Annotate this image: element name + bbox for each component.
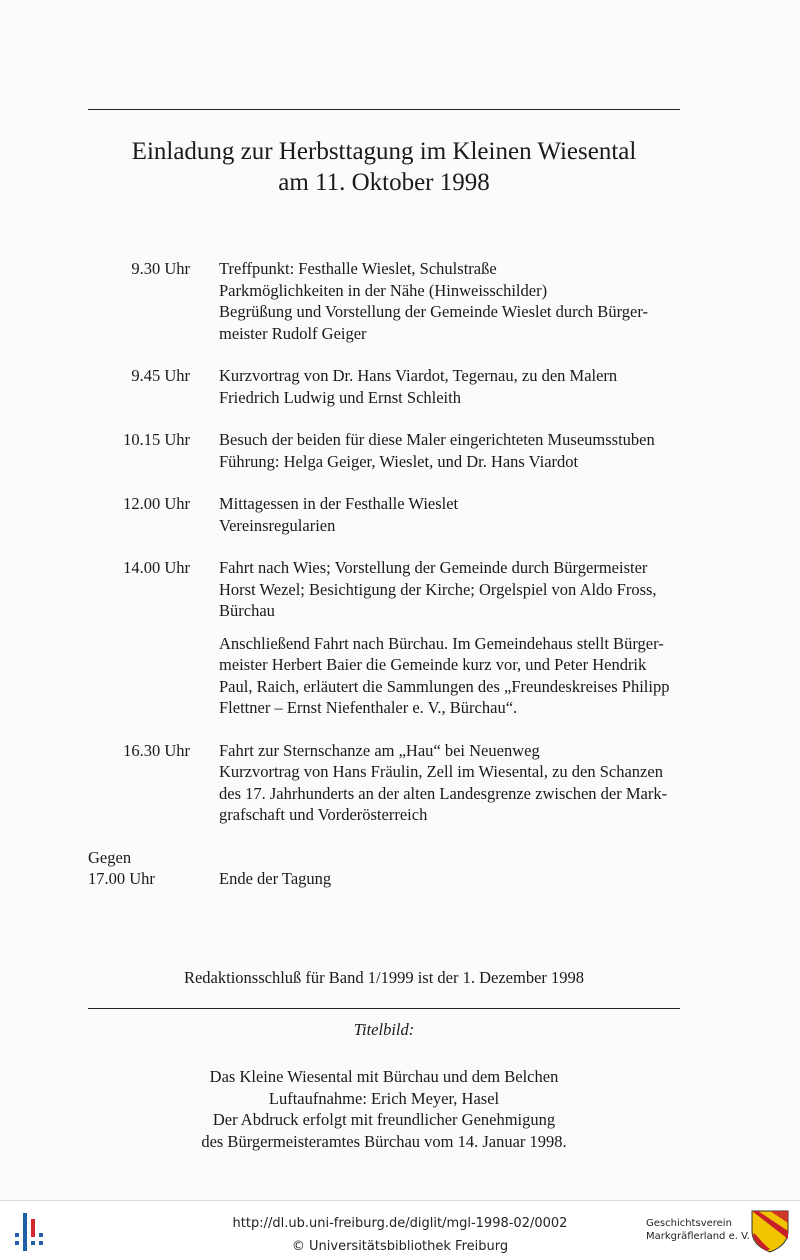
schedule-line: Horst Wezel; Besichtigung der Kirche; Orgelspiel von Aldo Fross, (219, 579, 657, 599)
schedule-entry (88, 365, 680, 408)
caption-line: Das Kleine Wiesental mit Bürchau und dem Belchen (209, 1067, 559, 1086)
schedule-description (190, 493, 680, 536)
schedule-time: 9.30 Uhr (131, 259, 190, 278)
schedule-line: Paul, Raich, erläutert die Sammlungen des „Freundeskreises Philipp (219, 676, 670, 696)
schedule-description (190, 429, 680, 472)
schedule-line: Treffpunkt: Festhalle Wieslet, Schulstraße (219, 259, 497, 278)
page-title (88, 136, 680, 198)
schedule-line: grafschaft und Vorderösterreich (219, 805, 428, 824)
end-time: 17.00 Uhr (88, 869, 155, 888)
schedule-description-end (190, 847, 680, 890)
schedule-line: Führung: Helga Geiger, Wieslet, und Dr. Hans Viardot (219, 451, 579, 471)
schedule-time: 14.00 Uhr (123, 558, 190, 577)
schedule-line: Kurzvortrag von Hans Fräulin, Zell im Wiesental, zu den Schanzen (219, 762, 663, 781)
schedule-line: Kurzvortrag von Dr. Hans Viardot, Tegernau, zu den Malern (219, 366, 618, 385)
schedule-time: 12.00 Uhr (123, 494, 190, 513)
schedule-line: meister Herbert Baier die Gemeinde kurz vor, und Peter Hendrik (219, 655, 647, 674)
schedule-line: Flettner – Ernst Niefenthaler e. V., Bürchau“. (219, 698, 518, 717)
society-name-line-2: Markgräflerland e. V. (646, 1231, 750, 1242)
schedule-line: des 17. Jahrhunderts an der alten Landesgrenze zwischen der Mark- (219, 783, 668, 803)
schedule-paragraph (219, 633, 680, 719)
schedule-line: Mittagessen in der Festhalle Wieslet (219, 494, 459, 513)
schedule-line: Friedrich Ludwig und Ernst Schleith (219, 387, 461, 407)
footer-copyright: © Universitätsbibliothek Freiburg (291, 1239, 509, 1254)
schedule-entry (88, 429, 680, 472)
schedule-line: Begrüßung und Vorstellung der Gemeinde Wieslet durch Bürger- (219, 302, 648, 321)
schedule-paragraph (219, 429, 680, 472)
schedule-paragraph (219, 365, 680, 408)
schedule-line: Besuch der beiden für diese Maler eingerichteten Museumsstuben (219, 430, 655, 449)
schedule-entry (88, 493, 680, 536)
schedule-description (190, 365, 680, 408)
schedule-list (88, 258, 680, 911)
schedule-paragraph (219, 258, 680, 344)
schedule-paragraph (219, 557, 680, 622)
top-rule (88, 109, 680, 110)
title-line-1: Einladung zur Herbsttagung im Kleinen Wiesental (131, 138, 637, 165)
schedule-line: Parkmöglichkeiten in der Nähe (Hinweisschilder) (219, 280, 548, 300)
schedule-time: 16.30 Uhr (123, 740, 190, 760)
caption-line: Der Abdruck erfolgt mit freundlicher Genehmigung (212, 1110, 556, 1129)
schedule-line: Vereinsregularien (219, 515, 336, 535)
schedule-paragraph (219, 740, 680, 826)
society-name[interactable] (646, 1217, 750, 1243)
coat-of-arms-icon[interactable] (750, 1209, 790, 1253)
deadline-notice: Redaktionsschluß für Band 1/1999 ist der 1. Dezember 1998 (183, 968, 585, 987)
schedule-description (190, 740, 680, 826)
schedule-entry (88, 557, 680, 719)
caption-line: des Bürgermeisteramtes Bürchau vom 14. Januar 1998. (201, 1131, 567, 1151)
title-line-2: am 11. Oktober 1998 (278, 169, 490, 196)
caption-line: Luftaufnahme: Erich Meyer, Hasel (268, 1088, 500, 1108)
footer-bar (0, 1200, 800, 1260)
schedule-time: 9.45 Uhr (131, 366, 190, 385)
schedule-entry-end (88, 847, 680, 890)
caption-heading: Titelbild: (353, 1020, 415, 1039)
schedule-entry (88, 258, 680, 344)
schedule-line: Fahrt zur Sternschanze am „Hau“ bei Neuenweg (219, 740, 540, 760)
schedule-entry (88, 740, 680, 826)
society-name-line-1: Geschichtsverein (646, 1218, 732, 1229)
schedule-line: Anschließend Fahrt nach Bürchau. Im Gemeindehaus stellt Bürger- (219, 633, 664, 653)
schedule-line: meister Rudolf Geiger (219, 323, 367, 343)
footer-url-link[interactable]: http://dl.ub.uni-freiburg.de/diglit/mgl-1998-02/0002 (232, 1216, 568, 1231)
schedule-line: Fahrt nach Wies; Vorstellung der Gemeinde durch Bürgermeister (219, 558, 648, 577)
end-prefix: Gegen (88, 847, 132, 867)
schedule-line: Bürchau (219, 601, 275, 620)
schedule-time-end (88, 847, 190, 890)
bottom-rule (88, 1008, 680, 1009)
schedule-time: 10.15 Uhr (123, 430, 190, 449)
schedule-description (190, 557, 680, 719)
schedule-description (190, 258, 680, 344)
cover-caption (88, 1066, 680, 1152)
end-text: Ende der Tagung (219, 869, 332, 888)
schedule-paragraph (219, 493, 680, 536)
